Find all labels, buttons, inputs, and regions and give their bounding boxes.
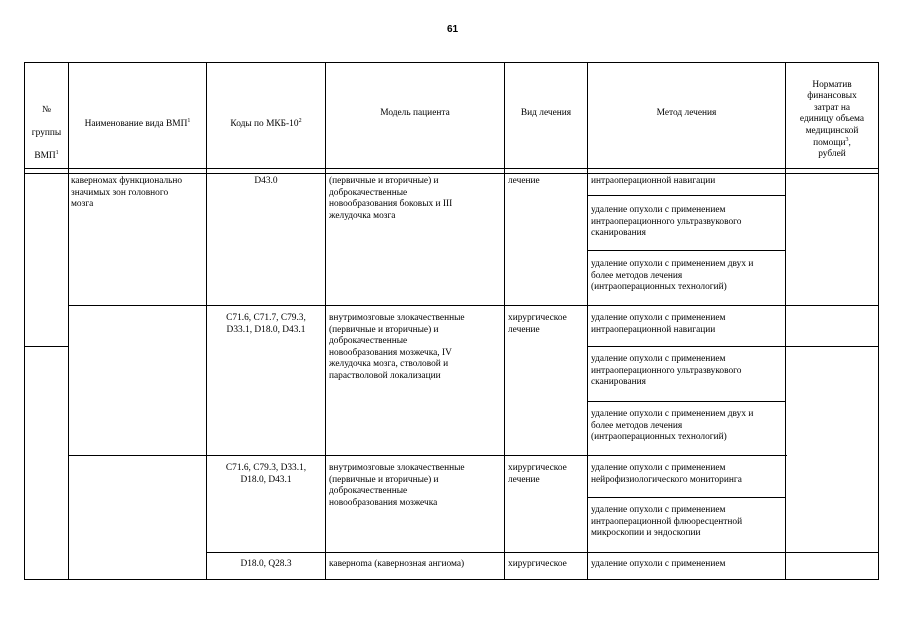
row2-method-1: удаление опухоли с применением интраоперационной навигации [591,313,726,335]
row1-icd-codes: D43.0 [254,176,278,186]
row1-treatment-type: лечение [508,176,540,186]
row2-treatment-type: хирургическое лечение [508,313,567,335]
row4-icd-codes: D18.0, Q28.3 [240,559,292,569]
row2-method-3: удаление опухоли с применением двух и более методов лечения (интраоперационных технологий) [591,409,754,443]
row4-treatment-type: хирургическое [508,559,567,569]
row1-method-2: удаление опухоли с применением интраоперационного ультразвукового сканирования [591,205,742,239]
row1-method-3: удаление опухоли с применением двух и более методов лечения (интраоперационных технологий) [591,259,754,293]
row3-method-1: удаление опухоли с применением нейрофизиологического мониторинга [591,463,742,485]
row1-vmp-name: каверномах функционально значимых зон головного мозга [71,176,183,210]
row4-method-1: удаление опухоли с применением [591,559,726,569]
header-treatment-method: Метод лечения [656,108,717,118]
row1-method-1: интраоперационной навигации [591,176,716,186]
page-number: 61 [446,24,459,35]
row2-icd-codes: C71.6, C71.7, C79.3, D33.1, D18.0, D43.1 [226,313,306,335]
header-patient-model: Модель пациента [380,108,450,118]
row3-patient-model: внутримозговые злокачественные (первичные и вторичные) и доброкачественные новообразования мозжечка [329,463,465,508]
header-treatment-type: Вид лечения [520,108,572,118]
row1-patient-model: (первичные и вторичные) и доброкачественные новообразования боковых и III желудочка мозга [329,176,453,221]
row3-method-2: удаление опухоли с применением интраоперационной флюоресцентной микроскопии и эндоскопии [591,505,743,539]
row3-treatment-type: хирургическое лечение [508,463,567,485]
header-icd-codes: Коды по МКБ-$10^2$ [230,117,302,129]
row4-patient-model: каверноma (кавернозная ангиома) [329,559,465,569]
row2-patient-model: внутримозговые злокачественные (первичные и вторичные) и доброкачественные новообразования мозжечка, IV желудочка мозга, стволовой и парастволовой локализации [329,313,465,381]
header-group-no: № группы ВМП$^1$ [31,104,62,161]
header-financial-norm: Норматив финансовых затрат на единицу объема медицинской помощи$^3$, рублей [799,79,865,160]
row2-method-2: удаление опухоли с применением интраоперационного ультразвукового сканирования [591,354,742,388]
row3-icd-codes: C71.6, C79.3, D33.1, D18.0, D43.1 [225,463,307,485]
header-vmp-name: Наименование вида ВМП$^1$ [84,117,191,129]
